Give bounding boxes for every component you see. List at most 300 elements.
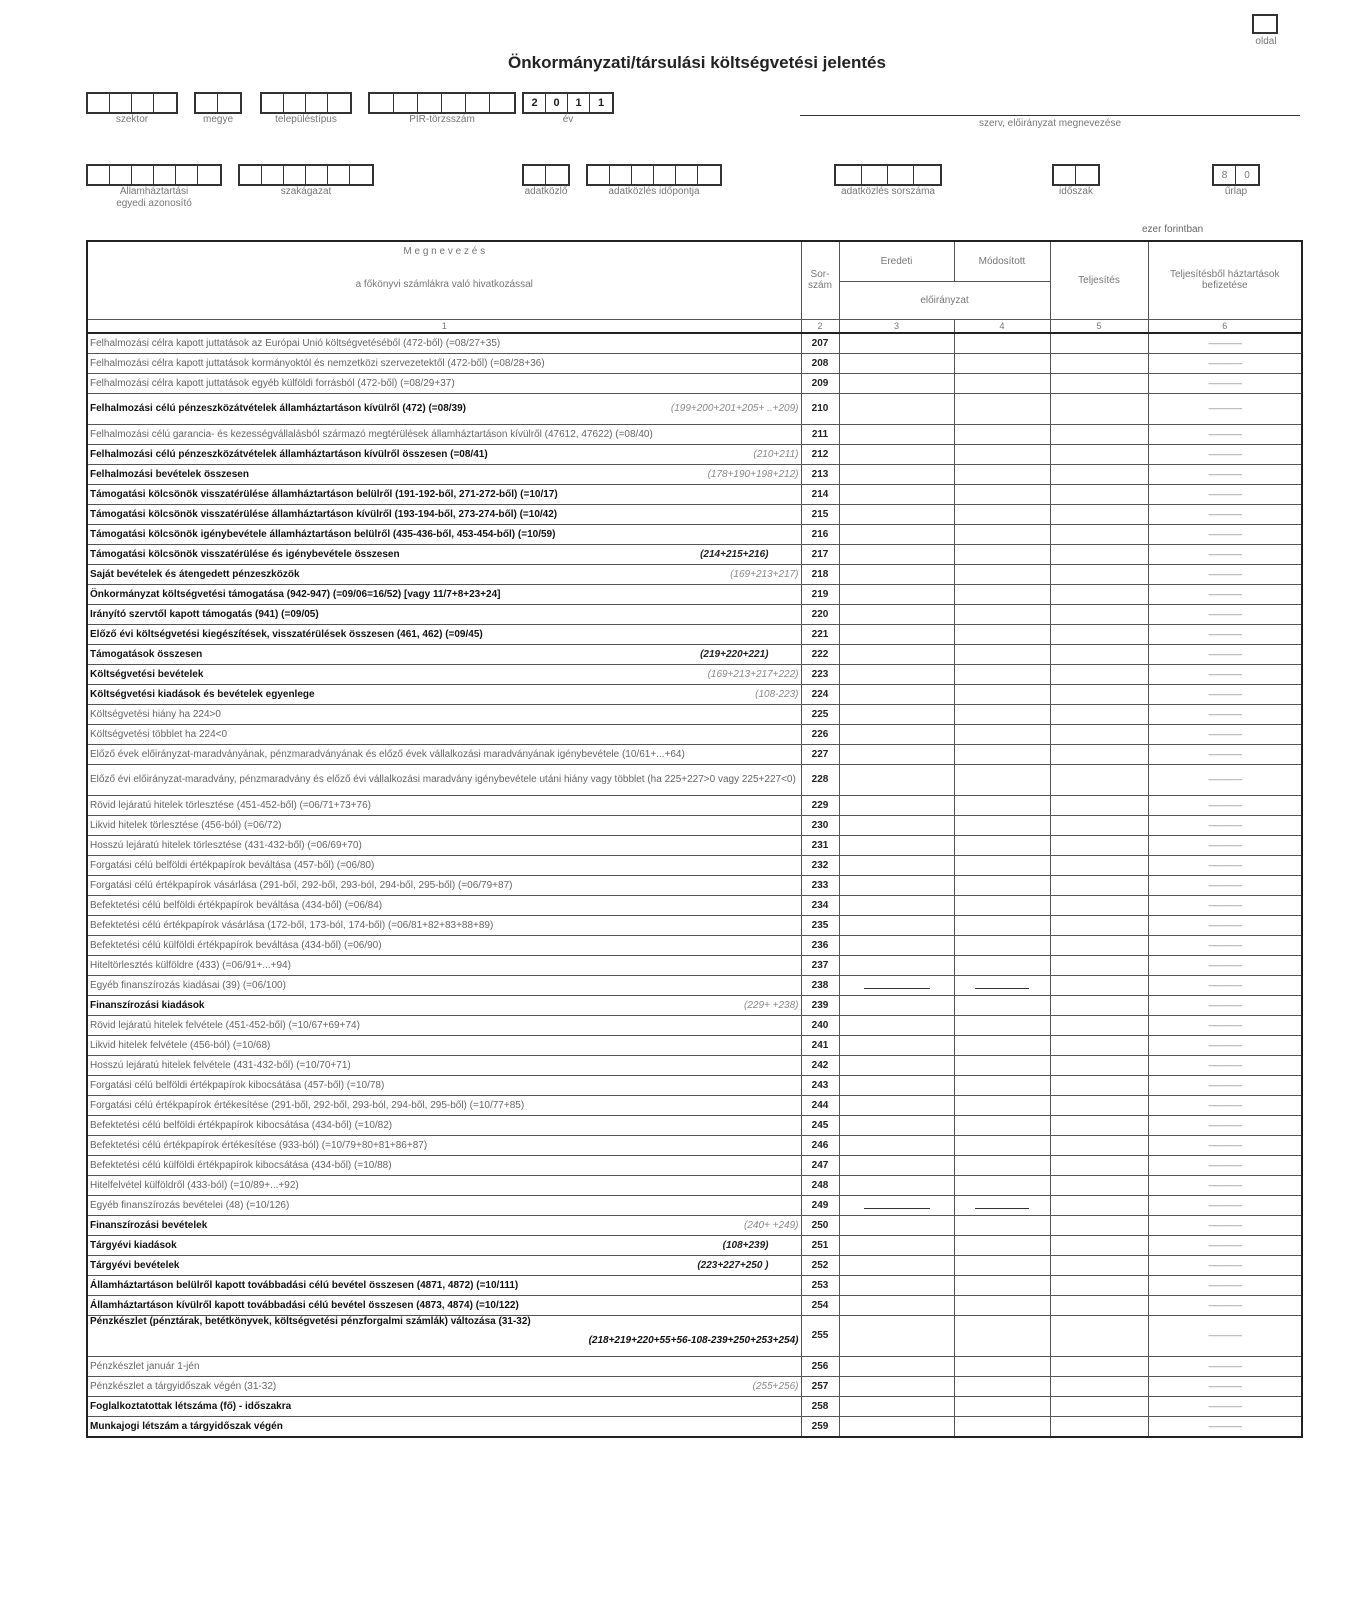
megye-digit-box[interactable] bbox=[196, 94, 218, 112]
cell-teljesites[interactable] bbox=[1050, 764, 1148, 795]
cell-modositott[interactable] bbox=[954, 1055, 1050, 1075]
allamhaztartasi-azonosito-digit-box[interactable] bbox=[132, 166, 154, 184]
cell-modositott[interactable] bbox=[954, 1115, 1050, 1135]
row-number: 253 bbox=[801, 1275, 839, 1295]
cell-teljesites[interactable] bbox=[1050, 1095, 1148, 1115]
cell-eredeti[interactable] bbox=[839, 624, 954, 644]
cell-modositott[interactable] bbox=[954, 373, 1050, 393]
cell-modositott[interactable] bbox=[954, 1315, 1050, 1356]
adatkozles-sorszama-boxes[interactable] bbox=[834, 164, 942, 186]
adatkozles-sorszama-digit-box[interactable] bbox=[862, 166, 888, 184]
cell-modositott[interactable] bbox=[954, 393, 1050, 424]
szakagazat-digit-box[interactable] bbox=[262, 166, 284, 184]
cell-teljesites[interactable] bbox=[1050, 1215, 1148, 1235]
cell-modositott[interactable] bbox=[954, 1255, 1050, 1275]
cell-eredeti[interactable] bbox=[839, 504, 954, 524]
cell-haztartasok bbox=[1148, 524, 1302, 544]
cell-teljesites[interactable] bbox=[1050, 1015, 1148, 1035]
cell-eredeti[interactable] bbox=[839, 373, 954, 393]
row-label-cell bbox=[87, 1115, 801, 1135]
cell-eredeti[interactable] bbox=[839, 684, 954, 704]
cell-teljesites[interactable] bbox=[1050, 624, 1148, 644]
adatkozles-idopontja-digit-box[interactable] bbox=[654, 166, 676, 184]
cell-haztartasok bbox=[1148, 875, 1302, 895]
cell-modositott[interactable] bbox=[954, 1215, 1050, 1235]
cell-modositott[interactable] bbox=[954, 444, 1050, 464]
cell-modositott[interactable] bbox=[954, 1376, 1050, 1396]
cell-teljesites[interactable] bbox=[1050, 664, 1148, 684]
cell-eredeti[interactable] bbox=[839, 835, 954, 855]
cell-teljesites[interactable] bbox=[1050, 935, 1148, 955]
cell-eredeti[interactable] bbox=[839, 444, 954, 464]
cell-eredeti[interactable] bbox=[839, 1195, 954, 1215]
cell-modositott[interactable] bbox=[954, 484, 1050, 504]
cell-modositott[interactable] bbox=[954, 564, 1050, 584]
adatkozles-idopontja-digit-box[interactable] bbox=[698, 166, 720, 184]
cell-eredeti[interactable] bbox=[839, 644, 954, 664]
dash-filler: -------------------- bbox=[1208, 1331, 1242, 1340]
allamhaztartasi-azonosito-field bbox=[86, 164, 222, 210]
cell-teljesites[interactable] bbox=[1050, 1356, 1148, 1376]
cell-modositott[interactable] bbox=[954, 895, 1050, 915]
cell-teljesites[interactable] bbox=[1050, 895, 1148, 915]
row-number: 235 bbox=[801, 915, 839, 935]
allamhaztartasi-azonosito-boxes[interactable] bbox=[86, 164, 222, 186]
adatkozles-idopontja-field bbox=[586, 164, 722, 198]
ev-digit-box[interactable]: 1 bbox=[568, 94, 590, 112]
pir-torzsszam-digit-box[interactable] bbox=[442, 94, 466, 112]
cell-modositott[interactable] bbox=[954, 544, 1050, 564]
cell-eredeti[interactable] bbox=[839, 1275, 954, 1295]
dash-filler: -------------------- bbox=[1208, 689, 1242, 699]
pir-torzsszam-boxes[interactable] bbox=[368, 92, 516, 114]
cell-modositott[interactable] bbox=[954, 524, 1050, 544]
allamhaztartasi-azonosito-digit-box[interactable] bbox=[88, 166, 110, 184]
cell-haztartasok bbox=[1148, 1356, 1302, 1376]
cell-eredeti[interactable] bbox=[839, 704, 954, 724]
cell-eredeti[interactable] bbox=[839, 1035, 954, 1055]
urlap-digit-box[interactable]: 0 bbox=[1244, 169, 1250, 181]
cell-modositott[interactable] bbox=[954, 1135, 1050, 1155]
row-label: Felhalmozási bevételek összesen bbox=[90, 468, 249, 480]
cell-teljesites[interactable] bbox=[1050, 604, 1148, 624]
column-number-3: 3 bbox=[839, 319, 954, 333]
cell-eredeti[interactable] bbox=[839, 1255, 954, 1275]
cell-modositott[interactable] bbox=[954, 353, 1050, 373]
telepulestipus-digit-box[interactable] bbox=[306, 94, 328, 112]
adatkozlo-digit-box[interactable] bbox=[546, 166, 568, 184]
cell-teljesites[interactable] bbox=[1050, 1035, 1148, 1055]
dash-filler: -------------------- bbox=[1208, 1421, 1242, 1431]
cell-teljesites[interactable] bbox=[1050, 915, 1148, 935]
adatkozlo-boxes[interactable] bbox=[522, 164, 570, 186]
cell-teljesites[interactable] bbox=[1050, 855, 1148, 875]
cell-modositott[interactable] bbox=[954, 1175, 1050, 1195]
szektor-digit-box[interactable] bbox=[88, 94, 110, 112]
cell-modositott[interactable] bbox=[954, 464, 1050, 484]
cell-teljesites[interactable] bbox=[1050, 424, 1148, 444]
cell-eredeti[interactable] bbox=[839, 564, 954, 584]
cell-modositott[interactable] bbox=[954, 1015, 1050, 1035]
adatkozles-sorszama-field bbox=[834, 164, 942, 198]
row-label-cell bbox=[87, 604, 801, 624]
row-label-cell bbox=[87, 644, 801, 664]
column-number-2: 2 bbox=[801, 319, 839, 333]
row-label-cell bbox=[87, 524, 801, 544]
szektor-digit-box[interactable] bbox=[110, 94, 132, 112]
cell-eredeti[interactable] bbox=[839, 1095, 954, 1115]
row-number: 225 bbox=[801, 704, 839, 724]
cell-modositott[interactable] bbox=[954, 1235, 1050, 1255]
cell-haztartasok bbox=[1148, 1376, 1302, 1396]
adatkozlo-label: adatközlő bbox=[524, 186, 568, 197]
cell-eredeti[interactable] bbox=[839, 424, 954, 444]
cell-eredeti[interactable] bbox=[839, 1015, 954, 1035]
cell-modositott[interactable] bbox=[954, 1275, 1050, 1295]
cell-teljesites[interactable] bbox=[1050, 644, 1148, 664]
cell-modositott[interactable] bbox=[954, 835, 1050, 855]
telepulestipus-boxes[interactable] bbox=[260, 92, 352, 114]
urlap-field bbox=[1212, 164, 1260, 198]
idoszak-digit-box[interactable] bbox=[1076, 166, 1098, 184]
cell-teljesites[interactable] bbox=[1050, 464, 1148, 484]
cell-haztartasok bbox=[1148, 393, 1302, 424]
row-label: Likvid hitelek törlesztése (456-ból) (=06/72) bbox=[90, 819, 282, 831]
cell-eredeti[interactable] bbox=[839, 1235, 954, 1255]
adatkozles-idopontja-digit-box[interactable] bbox=[610, 166, 632, 184]
adatkozles-idopontja-boxes[interactable] bbox=[586, 164, 722, 186]
allamhaztartasi-azonosito-digit-box[interactable] bbox=[110, 166, 132, 184]
row-label: Támogatások összesen bbox=[90, 648, 203, 660]
cell-teljesites[interactable] bbox=[1050, 524, 1148, 544]
szakagazat-digit-box[interactable] bbox=[306, 166, 328, 184]
cell-modositott[interactable] bbox=[954, 995, 1050, 1015]
strike-line bbox=[864, 1208, 930, 1209]
cell-eredeti[interactable] bbox=[839, 855, 954, 875]
cell-teljesites[interactable] bbox=[1050, 544, 1148, 564]
urlap-boxes[interactable] bbox=[1212, 164, 1260, 186]
table-row bbox=[87, 955, 1302, 975]
cell-eredeti[interactable] bbox=[839, 1215, 954, 1235]
szakagazat-digit-box[interactable] bbox=[240, 166, 262, 184]
allamhaztartasi-azonosito-digit-box[interactable] bbox=[176, 166, 198, 184]
cell-modositott[interactable] bbox=[954, 333, 1050, 354]
table-row bbox=[87, 815, 1302, 835]
cell-teljesites[interactable] bbox=[1050, 1376, 1148, 1396]
cell-eredeti[interactable] bbox=[839, 915, 954, 935]
cell-haztartasok bbox=[1148, 353, 1302, 373]
cell-teljesites[interactable] bbox=[1050, 393, 1148, 424]
cell-modositott[interactable] bbox=[954, 1095, 1050, 1115]
cell-haztartasok bbox=[1148, 935, 1302, 955]
cell-haztartasok bbox=[1148, 995, 1302, 1015]
table-row bbox=[87, 1055, 1302, 1075]
cell-modositott[interactable] bbox=[954, 1035, 1050, 1055]
cell-teljesites[interactable] bbox=[1050, 444, 1148, 464]
cell-eredeti[interactable] bbox=[839, 584, 954, 604]
cell-modositott[interactable] bbox=[954, 624, 1050, 644]
cell-eredeti[interactable] bbox=[839, 1115, 954, 1135]
cell-eredeti[interactable] bbox=[839, 333, 954, 354]
cell-haztartasok bbox=[1148, 544, 1302, 564]
cell-modositott[interactable] bbox=[954, 955, 1050, 975]
cell-modositott[interactable] bbox=[954, 704, 1050, 724]
cell-teljesites[interactable] bbox=[1050, 955, 1148, 975]
cell-teljesites[interactable] bbox=[1050, 1195, 1148, 1215]
szektor-digit-box[interactable] bbox=[154, 94, 176, 112]
cell-modositott[interactable] bbox=[954, 424, 1050, 444]
cell-eredeti[interactable] bbox=[839, 1396, 954, 1416]
column-number-1: 1 bbox=[87, 319, 801, 333]
table-row bbox=[87, 1275, 1302, 1295]
row-formula: (210+211) bbox=[753, 448, 799, 460]
cell-modositott[interactable] bbox=[954, 1396, 1050, 1416]
adatkozles-idopontja-digit-box[interactable] bbox=[588, 166, 610, 184]
cell-haztartasok bbox=[1148, 1015, 1302, 1035]
cell-teljesites[interactable] bbox=[1050, 504, 1148, 524]
cell-teljesites[interactable] bbox=[1050, 1416, 1148, 1437]
cell-modositott[interactable] bbox=[954, 504, 1050, 524]
pir-torzsszam-label: PIR-törzsszám bbox=[409, 114, 475, 125]
cell-modositott[interactable] bbox=[954, 644, 1050, 664]
szektor-boxes[interactable] bbox=[86, 92, 178, 114]
cell-eredeti[interactable] bbox=[839, 1416, 954, 1437]
dash-filler: -------------------- bbox=[1208, 1120, 1242, 1130]
cell-modositott[interactable] bbox=[954, 1356, 1050, 1376]
table-row bbox=[87, 1315, 1302, 1356]
cell-modositott[interactable] bbox=[954, 1416, 1050, 1437]
cell-teljesites[interactable] bbox=[1050, 373, 1148, 393]
cell-eredeti[interactable] bbox=[839, 955, 954, 975]
pir-torzsszam-digit-box[interactable] bbox=[370, 94, 394, 112]
pir-torzsszam-digit-box[interactable] bbox=[394, 94, 418, 112]
cell-teljesites[interactable] bbox=[1050, 1235, 1148, 1255]
cell-teljesites[interactable] bbox=[1050, 484, 1148, 504]
megye-boxes[interactable] bbox=[194, 92, 242, 114]
row-number: 246 bbox=[801, 1135, 839, 1155]
telepulestipus-digit-box[interactable] bbox=[328, 94, 350, 112]
cell-haztartasok bbox=[1148, 1275, 1302, 1295]
cell-teljesites[interactable] bbox=[1050, 1315, 1148, 1356]
cell-eredeti[interactable] bbox=[839, 544, 954, 564]
row-number: 238 bbox=[801, 975, 839, 995]
cell-eredeti[interactable] bbox=[839, 464, 954, 484]
cell-eredeti[interactable] bbox=[839, 1295, 954, 1315]
cell-teljesites[interactable] bbox=[1050, 835, 1148, 855]
cell-eredeti[interactable] bbox=[839, 1055, 954, 1075]
cell-haztartasok bbox=[1148, 424, 1302, 444]
cell-modositott[interactable] bbox=[954, 795, 1050, 815]
cell-modositott[interactable] bbox=[954, 875, 1050, 895]
cell-modositott[interactable] bbox=[954, 1155, 1050, 1175]
cell-teljesites[interactable] bbox=[1050, 1135, 1148, 1155]
cell-teljesites[interactable] bbox=[1050, 815, 1148, 835]
adatkozlo-digit-box[interactable] bbox=[524, 166, 546, 184]
szakagazat-digit-box[interactable] bbox=[328, 166, 350, 184]
cell-teljesites[interactable] bbox=[1050, 584, 1148, 604]
idoszak-label: időszak bbox=[1059, 186, 1093, 197]
dash-filler: -------------------- bbox=[1208, 1280, 1242, 1290]
cell-modositott[interactable] bbox=[954, 815, 1050, 835]
cell-modositott[interactable] bbox=[954, 1075, 1050, 1095]
table-row bbox=[87, 1095, 1302, 1115]
column-number-row bbox=[87, 319, 1302, 333]
cell-eredeti[interactable] bbox=[839, 815, 954, 835]
page-number-box[interactable] bbox=[1252, 14, 1278, 34]
cell-teljesites[interactable] bbox=[1050, 995, 1148, 1015]
cell-modositott[interactable] bbox=[954, 724, 1050, 744]
cell-teljesites[interactable] bbox=[1050, 1115, 1148, 1135]
allamhaztartasi-azonosito-digit-box[interactable] bbox=[154, 166, 176, 184]
cell-teljesites[interactable] bbox=[1050, 1396, 1148, 1416]
urlap-digit-box[interactable]: 8 bbox=[1214, 166, 1236, 184]
row-label: Rövid lejáratú hitelek törlesztése (451-452-ből) (=06/71+73+76) bbox=[90, 799, 372, 811]
cell-eredeti[interactable] bbox=[839, 1175, 954, 1195]
cell-modositott[interactable] bbox=[954, 584, 1050, 604]
cell-modositott[interactable] bbox=[954, 764, 1050, 795]
cell-teljesites[interactable] bbox=[1050, 1255, 1148, 1275]
table-row bbox=[87, 1396, 1302, 1416]
row-label-cell bbox=[87, 895, 801, 915]
dash-filler: -------------------- bbox=[1208, 569, 1242, 579]
cell-modositott[interactable] bbox=[954, 1195, 1050, 1215]
cell-teljesites[interactable] bbox=[1050, 684, 1148, 704]
cell-modositott[interactable] bbox=[954, 855, 1050, 875]
adatkozles-idopontja-digit-box[interactable] bbox=[632, 166, 654, 184]
adatkozles-sorszama-digit-box[interactable] bbox=[914, 166, 940, 184]
cell-modositott[interactable] bbox=[954, 684, 1050, 704]
row-label-cell bbox=[87, 544, 801, 564]
row-label-cell bbox=[87, 975, 801, 995]
pir-torzsszam-digit-box[interactable] bbox=[466, 94, 490, 112]
cell-eredeti[interactable] bbox=[839, 1135, 954, 1155]
ev-digit-box[interactable]: 0 bbox=[546, 94, 568, 112]
table-row bbox=[87, 484, 1302, 504]
cell-teljesites[interactable] bbox=[1050, 1275, 1148, 1295]
cell-teljesites[interactable] bbox=[1050, 975, 1148, 995]
row-label: Finanszírozási bevételek bbox=[90, 1219, 208, 1231]
cell-modositott[interactable] bbox=[954, 935, 1050, 955]
cell-modositott[interactable] bbox=[954, 744, 1050, 764]
row-formula: (108+239) bbox=[722, 1239, 769, 1251]
cell-eredeti[interactable] bbox=[839, 1356, 954, 1376]
cell-teljesites[interactable] bbox=[1050, 564, 1148, 584]
table-row bbox=[87, 604, 1302, 624]
adatkozles-sorszama-digit-box[interactable] bbox=[888, 166, 914, 184]
cell-teljesites[interactable] bbox=[1050, 724, 1148, 744]
megye-digit-box[interactable] bbox=[218, 94, 240, 112]
szakagazat-digit-box[interactable] bbox=[350, 166, 372, 184]
cell-eredeti[interactable] bbox=[839, 895, 954, 915]
row-label-cell bbox=[87, 875, 801, 895]
cell-teljesites[interactable] bbox=[1050, 1075, 1148, 1095]
cell-modositott[interactable] bbox=[954, 664, 1050, 684]
idoszak-boxes[interactable] bbox=[1052, 164, 1100, 186]
cell-eredeti[interactable] bbox=[839, 604, 954, 624]
cell-teljesites[interactable] bbox=[1050, 744, 1148, 764]
cell-teljesites[interactable] bbox=[1050, 1175, 1148, 1195]
ev-boxes[interactable] bbox=[522, 92, 614, 114]
cell-eredeti[interactable] bbox=[839, 353, 954, 373]
cell-haztartasok bbox=[1148, 1235, 1302, 1255]
ev-digit-box[interactable]: 2 bbox=[524, 94, 546, 112]
telepulestipus-label: településtípus bbox=[275, 114, 337, 125]
ev-digit-box[interactable]: 1 bbox=[597, 97, 605, 109]
adatkozles-idopontja-digit-box[interactable] bbox=[676, 166, 698, 184]
table-row bbox=[87, 664, 1302, 684]
dash-filler: -------------------- bbox=[1208, 960, 1242, 970]
cell-eredeti[interactable] bbox=[839, 1376, 954, 1396]
cell-eredeti[interactable] bbox=[839, 764, 954, 795]
cell-eredeti[interactable] bbox=[839, 484, 954, 504]
row-label: Előző évi költségvetési kiegészítések, visszatérülések összesen (461, 462) (=09/45) bbox=[90, 628, 483, 640]
cell-eredeti[interactable] bbox=[839, 795, 954, 815]
row-label: Pénzkészlet a tárgyidőszak végén (31-32) bbox=[90, 1380, 277, 1392]
dash-filler: -------------------- bbox=[1208, 609, 1242, 619]
table-row bbox=[87, 1075, 1302, 1095]
cell-modositott[interactable] bbox=[954, 1295, 1050, 1315]
cell-eredeti[interactable] bbox=[839, 524, 954, 544]
szektor-digit-box[interactable] bbox=[132, 94, 154, 112]
adatkozles-sorszama-digit-box[interactable] bbox=[836, 166, 862, 184]
idoszak-digit-box[interactable] bbox=[1054, 166, 1076, 184]
org-name-line[interactable] bbox=[800, 115, 1300, 116]
cell-teljesites[interactable] bbox=[1050, 795, 1148, 815]
cell-eredeti[interactable] bbox=[839, 1315, 954, 1356]
cell-haztartasok bbox=[1148, 504, 1302, 524]
cell-eredeti[interactable] bbox=[839, 664, 954, 684]
cell-teljesites[interactable] bbox=[1050, 875, 1148, 895]
szakagazat-digit-box[interactable] bbox=[284, 166, 306, 184]
cell-eredeti[interactable] bbox=[839, 1155, 954, 1175]
cell-teljesites[interactable] bbox=[1050, 1295, 1148, 1315]
cell-eredeti[interactable] bbox=[839, 744, 954, 764]
cell-eredeti[interactable] bbox=[839, 1075, 954, 1095]
pir-torzsszam-digit-box[interactable] bbox=[490, 94, 514, 112]
cell-eredeti[interactable] bbox=[839, 935, 954, 955]
table-row bbox=[87, 1015, 1302, 1035]
cell-modositott[interactable] bbox=[954, 975, 1050, 995]
row-label-cell bbox=[87, 724, 801, 744]
cell-teljesites[interactable] bbox=[1050, 1155, 1148, 1175]
cell-eredeti[interactable] bbox=[839, 724, 954, 744]
cell-eredeti[interactable] bbox=[839, 995, 954, 1015]
pir-torzsszam-digit-box[interactable] bbox=[418, 94, 442, 112]
dash-filler: -------------------- bbox=[1208, 1080, 1242, 1090]
table-row bbox=[87, 1255, 1302, 1275]
table-row bbox=[87, 875, 1302, 895]
cell-modositott[interactable] bbox=[954, 604, 1050, 624]
cell-eredeti[interactable] bbox=[839, 393, 954, 424]
cell-teljesites[interactable] bbox=[1050, 704, 1148, 724]
row-label-cell bbox=[87, 1215, 801, 1235]
cell-eredeti[interactable] bbox=[839, 875, 954, 895]
row-label: Önkormányzat költségvetési támogatása (942-947) (=09/06=16/52) [vagy 11/7+8+23+24] bbox=[90, 588, 501, 600]
allamhaztartasi-azonosito-digit-box[interactable] bbox=[198, 166, 220, 184]
cell-modositott[interactable] bbox=[954, 915, 1050, 935]
cell-teljesites[interactable] bbox=[1050, 1055, 1148, 1075]
row-label-cell bbox=[87, 584, 801, 604]
dash-filler: -------------------- bbox=[1208, 1160, 1242, 1170]
cell-teljesites[interactable] bbox=[1050, 353, 1148, 373]
telepulestipus-digit-box[interactable] bbox=[262, 94, 284, 112]
szakagazat-boxes[interactable] bbox=[238, 164, 374, 186]
cell-teljesites[interactable] bbox=[1050, 333, 1148, 354]
header-teljesites: Teljesítés bbox=[1050, 241, 1148, 319]
telepulestipus-digit-box[interactable] bbox=[284, 94, 306, 112]
row-label-cell bbox=[87, 795, 801, 815]
cell-eredeti[interactable] bbox=[839, 975, 954, 995]
